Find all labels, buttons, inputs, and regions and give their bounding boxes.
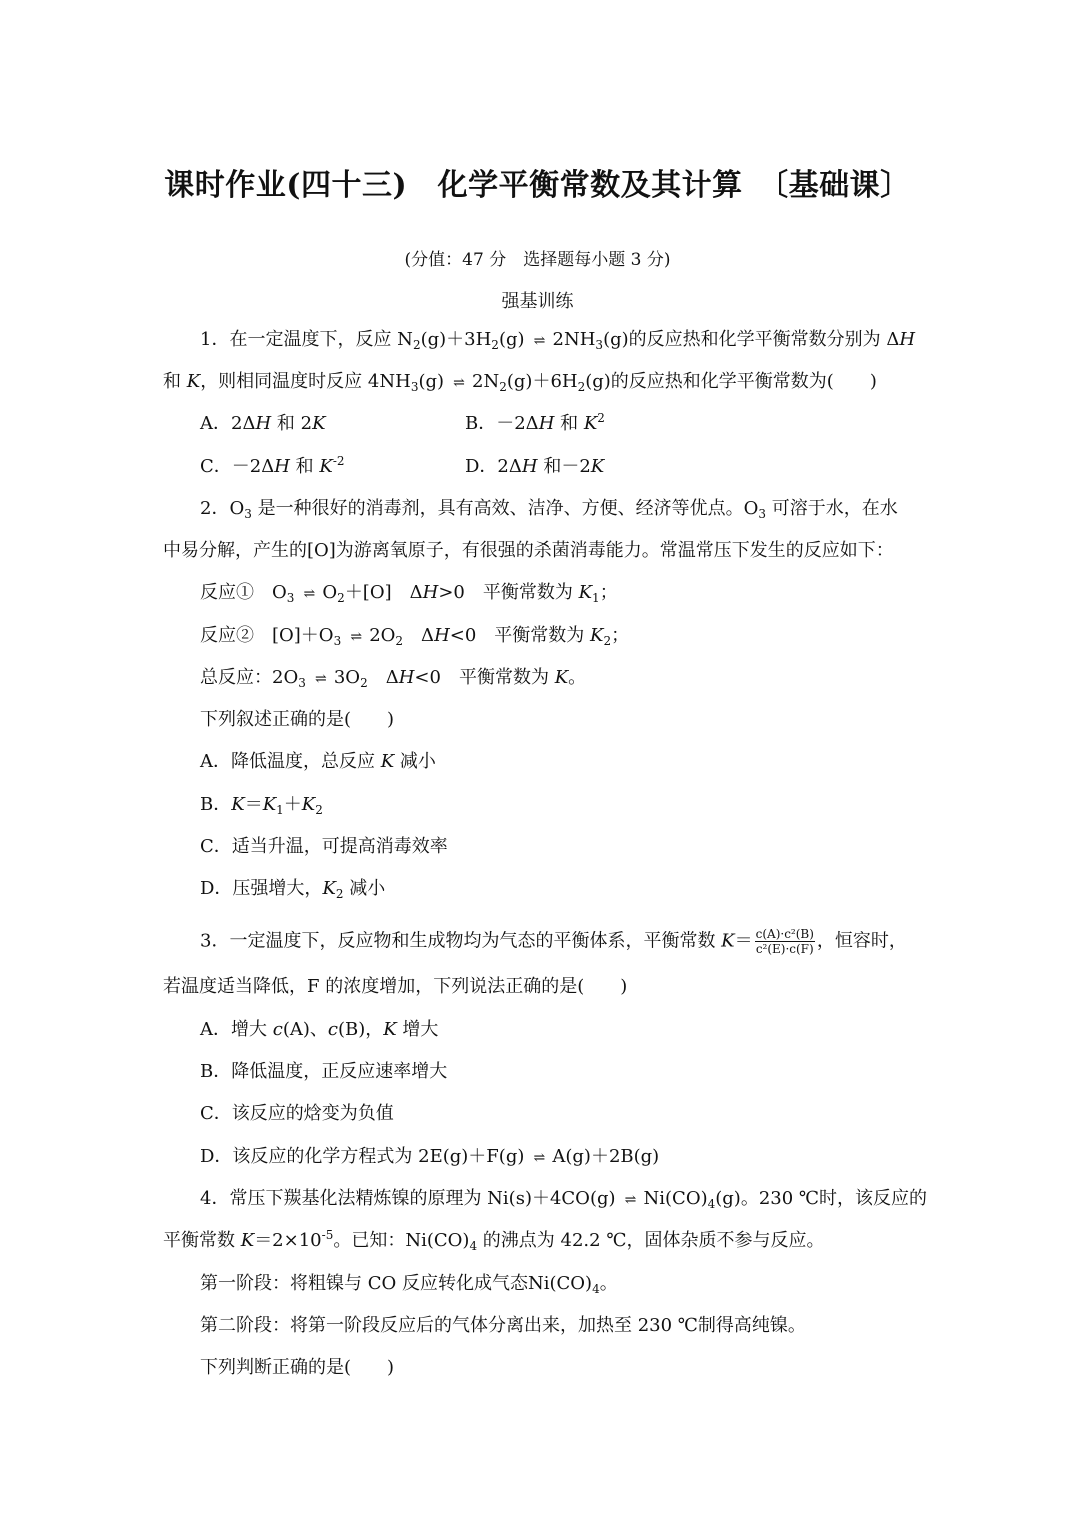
q1-option-b: B．－2ΔH 和 $K^2$: [465, 411, 605, 434]
score-note: (分值：47 分 选择题每小题 3 分): [404, 250, 671, 270]
q3-line2: 若温度适当降低，F 的浓度增加，下列说法正确的是( ): [163, 976, 628, 997]
q3-line1: 3．一定温度下，反应物和生成物均为气态的平衡体系，平衡常数 K＝ $\frac{\text{c(A)·c²(B)}}{\text{c²(E)·c(F)}}$ ，恒容时，: [200, 927, 907, 956]
q1-line2: 和 K，则相同温度时反应 $4NH_3(g)$ ⇌ $2N_2(g)+6H_2(g)$的反应热和化学平衡常数为( ): [163, 371, 877, 394]
equilibrium-arrow-icon: ⇌: [624, 1192, 635, 1208]
section-heading: 强基训练: [501, 291, 574, 312]
equilibrium-arrow-icon: ⇌: [453, 375, 463, 391]
q2-line1: 2．$O_3$ 是一种很好的消毒剂，具有高效、洁净、方便、经济等优点。$O_3$ 可溶于水，在水: [200, 498, 898, 521]
page-title: 课时作业(四十三) 化学平衡常数及其计算 〔基础课〕: [164, 168, 911, 203]
equilibrium-arrow-icon: ⇌: [314, 671, 325, 687]
q4-line1: 4．常压下羰基化法精炼镍的原理为 Ni(s)＋4CO(g) ⇌ $Ni(CO)_4(g)$。230 ℃时，该反应的: [200, 1188, 928, 1211]
q2-ask: 下列叙述正确的是( ): [200, 709, 395, 730]
equilibrium-arrow-icon: ⇌: [303, 586, 314, 602]
q2-option-a: A．降低温度，总反应 K 减小: [200, 751, 436, 772]
q2-option-d: D．压强增大，$K_2$ 减小: [200, 878, 386, 901]
q2-reaction-1: 反应① $O_3$ ⇌ $O_2+[O]$ ΔH>0 平衡常数为 $K_1$；: [200, 582, 618, 605]
q3-option-d: D．该反应的化学方程式为 2E(g)＋F(g) ⇌ A(g)＋2B(g): [200, 1145, 659, 1170]
q3-option-c: C．该反应的焓变为负值: [200, 1103, 394, 1124]
equilibrium-arrow-icon: ⇌: [350, 629, 361, 645]
q1-option-a: A．2ΔH 和 2K: [200, 413, 326, 434]
equilibrium-constant-fraction: $\frac{\text{c(A)·c²(B)}}{\text{c²(E)·c(F)}}$: [755, 927, 814, 956]
q2-option-b: B．$K=K_1+K_2$: [200, 794, 323, 817]
q1-option-d: D．2ΔH 和－2K: [465, 456, 605, 477]
q3-option-b: B．降低温度，正反应速率增大: [200, 1061, 448, 1082]
q4-stage-1: 第一阶段：将粗镍与 CO 反应转化成气态$Ni(CO)_4$。: [200, 1273, 618, 1296]
q1-option-c: C．－2ΔH 和 $K^{-2}$: [200, 454, 345, 477]
q4-stage-2: 第二阶段：将第一阶段反应后的气体分离出来，加热至 230 ℃制得高纯镍。: [200, 1315, 806, 1336]
q2-total-reaction: 总反应：$2O_3$ ⇌ $3O_2$ ΔH<0 平衡常数为 K。: [200, 667, 587, 690]
q2-reaction-2: 反应② $[O]+O_3$ ⇌ $2O_2$ ΔH<0 平衡常数为 $K_2$；: [200, 625, 630, 648]
q4-line2: 平衡常数 $K=2\times 10^{-5}$。已知：$Ni(CO)_4$ 的沸点为 42.2 ℃，固体杂质不参与反应。: [163, 1228, 825, 1253]
q2-line2: 中易分解，产生的[O]为游离氧原子，有很强的杀菌消毒能力。常温常压下发生的反应如下：: [163, 540, 894, 561]
q3-option-a: A．增大 c(A)、c(B)，K 增大: [200, 1019, 439, 1040]
equilibrium-arrow-icon: ⇌: [533, 333, 544, 349]
q2-option-c: C．适当升温，可提高消毒效率: [200, 836, 448, 857]
equilibrium-arrow-icon: ⇌: [533, 1150, 544, 1166]
q1-line1: 1．在一定温度下，反应 $N_2(g)+3H_2(g)$ ⇌ $2NH_3(g)$的反应热和化学平衡常数分别为 ΔH: [200, 329, 916, 352]
q4-ask: 下列判断正确的是( ): [200, 1357, 395, 1378]
